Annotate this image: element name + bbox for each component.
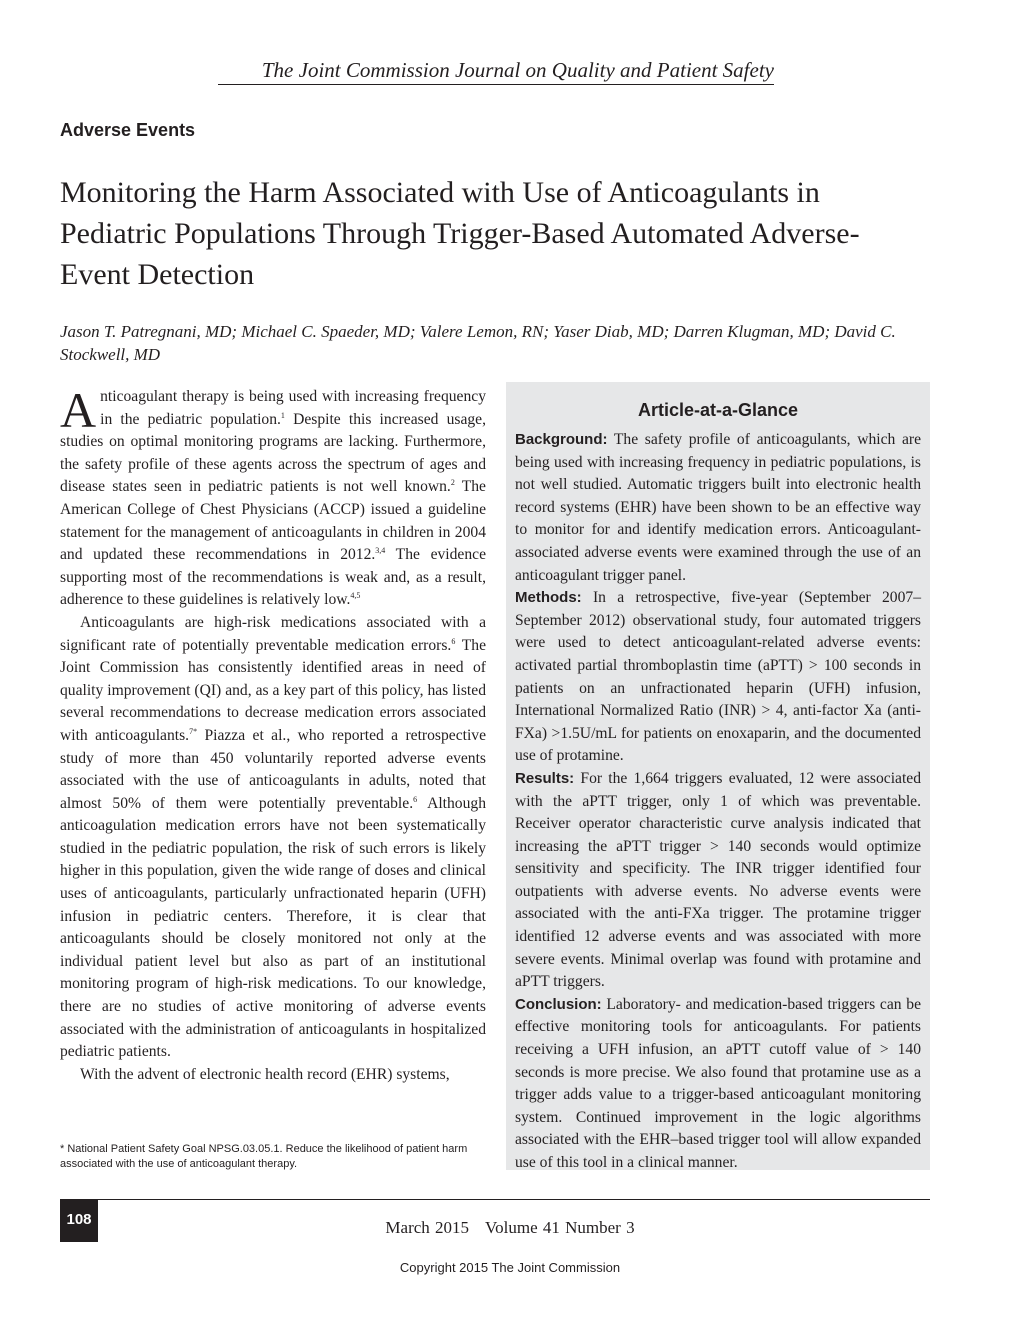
drop-cap: A (60, 382, 97, 438)
body-text: Piazza et al., who reported a retrospective study of more than 450 voluntarily reported adverse events associated with the use of anticoagulants in adults, noted that almost 50% of them were potentially preventable. (60, 726, 486, 812)
body-text-column (60, 382, 486, 1086)
citation-ref: 3,4 (375, 546, 386, 556)
citation-ref: 7* (189, 726, 198, 736)
body-text: The American College of Chest Physicians (ACCP) issued a guideline statement for the management of anticoagulants in children in 2004 and updated these recommendations in 2012. (60, 478, 486, 564)
glance-body (515, 429, 921, 1175)
body-text: The evidence supporting most of the recommendations is weak and, as a result, adherence to these guidelines is relatively low. (60, 546, 486, 609)
body-text: Although anticoagulation medication errors have not been systematically studied in the pediatric population, the risk of such errors is likely higher in this population, given the wide range of doses and clinical uses of anticoagulants, particularly unfractionated heparin (UFH) infusion in pediatric centers. Therefore, it is clear that anticoagulants should be closely monitored not only at the individual patient level but also as part of an institutional monitoring program of high-risk medications. To our knowledge, there are no studies of active monitoring of adverse events associated with the administration of anticoagulants in hospitalized pediatric patients. (60, 794, 486, 1061)
glance-title: Article-at-a-Glance (637, 400, 799, 420)
body-text: Despite this increased usage, studies on optimal monitoring programs are lacking. Furthermore, the safety profile of these agents across the spectrum of ages and disease states seen in pediatric patients is not well known. (60, 410, 486, 496)
citation-ref: 6 (451, 636, 456, 646)
glance-results (515, 768, 921, 994)
body-paragraph-3: With the advent of electronic health record (EHR) systems, (80, 1065, 450, 1083)
citation-ref: 6 (413, 794, 418, 804)
glance-background (515, 429, 921, 587)
glance-results-text: For the 1,664 triggers evaluated, 12 were associated with the aPTT trigger, only 1 of which was preventable. Receiver operator characteristic curve analysis indicated that increasing the aPTT trigger > 140 seconds would optimize sensitivity and specificity. The INR trigger identified four outpatients with adverse events. No adverse events were associated with the anti-FXa trigger. The protamine trigger identified 12 adverse events and was associated with more severe events. Minimal overlap was found with protamine and aPTT triggers. (515, 769, 921, 991)
glance-methods-label: Methods: (515, 589, 582, 607)
glance-methods-text: In a retrospective, five-year (September 2007–September 2012) observational study, four automated triggers were used to detect anticoagulant-related adverse events: activated partial thromboplastin time (aPTT) > 100 seconds in patients on an unfractionated heparin (UFH) infusion, International Normalized Ratio (INR) > 4, anti-factor Xa (anti-FXa) >1.5U/mL for patients on enoxaparin, and the documented use of protamine. (515, 589, 921, 765)
citation-ref: 4,5 (350, 591, 361, 601)
glance-results-label: Results: (515, 769, 575, 787)
body-paragraph-2 (60, 612, 486, 1064)
footer-divider (60, 1199, 930, 1200)
glance-conclusion (515, 994, 921, 1175)
issue-date: March 2015 (385, 1218, 470, 1237)
glance-background-text: The safety profile of anticoagulants, which are being used with increasing frequency in pediatric populations, is not well studied. Automatic triggers built into electronic health record systems (EHR) have been shown to be an effective way to monitor for and identify medication errors. Anticoagulant-associated adverse events were examined through the use of an anticoagulant trigger panel. (515, 431, 921, 584)
footnote: * National Patient Safety Goal NPSG.03.05.1. Reduce the likelihood of patient harm associated with the use of anticoagulant therapy. (60, 1143, 468, 1170)
glance-conclusion-label: Conclusion: (515, 995, 602, 1013)
section-label: Adverse Events (60, 120, 196, 140)
body-text: nticoagulant therapy is being used with increasing frequency in the pediatric population. (100, 388, 486, 428)
article-at-a-glance-box (506, 382, 930, 1170)
glance-conclusion-text: Laboratory- and medication-based triggers can be effective monitoring tools for anticoagulants. For patients receiving a UFH infusion, an aPTT cutoff value of > 140 seconds is more precise. We also found that protamine use as a trigger adds value to a trigger-based anticoagulant monitoring system. Continued improvement in the logic algorithms associated with the EHR–based trigger tool will allow expanded use of this tool in a clinical manner. (515, 995, 921, 1171)
glance-methods (515, 587, 921, 768)
page-number: 108 (60, 1200, 98, 1242)
article-title: Monitoring the Harm Associated with Use of Anticoagulants in Pediatric Populations Through Trigger-Based Automated Adverse-Event Detection (60, 176, 860, 291)
author-list: Jason T. Patregnani, MD; Michael C. Spaeder, MD; Valere Lemon, RN; Yaser Diab, MD; Darren Klugman, MD; David C. Stockwell, MD (60, 322, 896, 364)
citation-ref: 2 (450, 478, 455, 488)
issue-volume: Volume 41 Number 3 (485, 1218, 635, 1237)
body-text: Anticoagulants are high-risk medications associated with a significant rate of potentially preventable medication errors. (60, 613, 486, 654)
issue-info (300, 1216, 720, 1240)
glance-background-label: Background: (515, 431, 608, 448)
journal-title: The Joint Commission Journal on Quality and Patient Safety (218, 56, 774, 85)
body-text: The Joint Commission has consistently identified areas in need of quality improvement (QI) and, as a key part of this policy, has listed several recommendations to decrease medication errors associated with anticoagulants. (60, 636, 486, 744)
body-paragraph-1 (60, 382, 486, 612)
copyright-notice: Copyright 2015 The Joint Commission (399, 1260, 621, 1275)
citation-ref: 1 (280, 410, 285, 420)
